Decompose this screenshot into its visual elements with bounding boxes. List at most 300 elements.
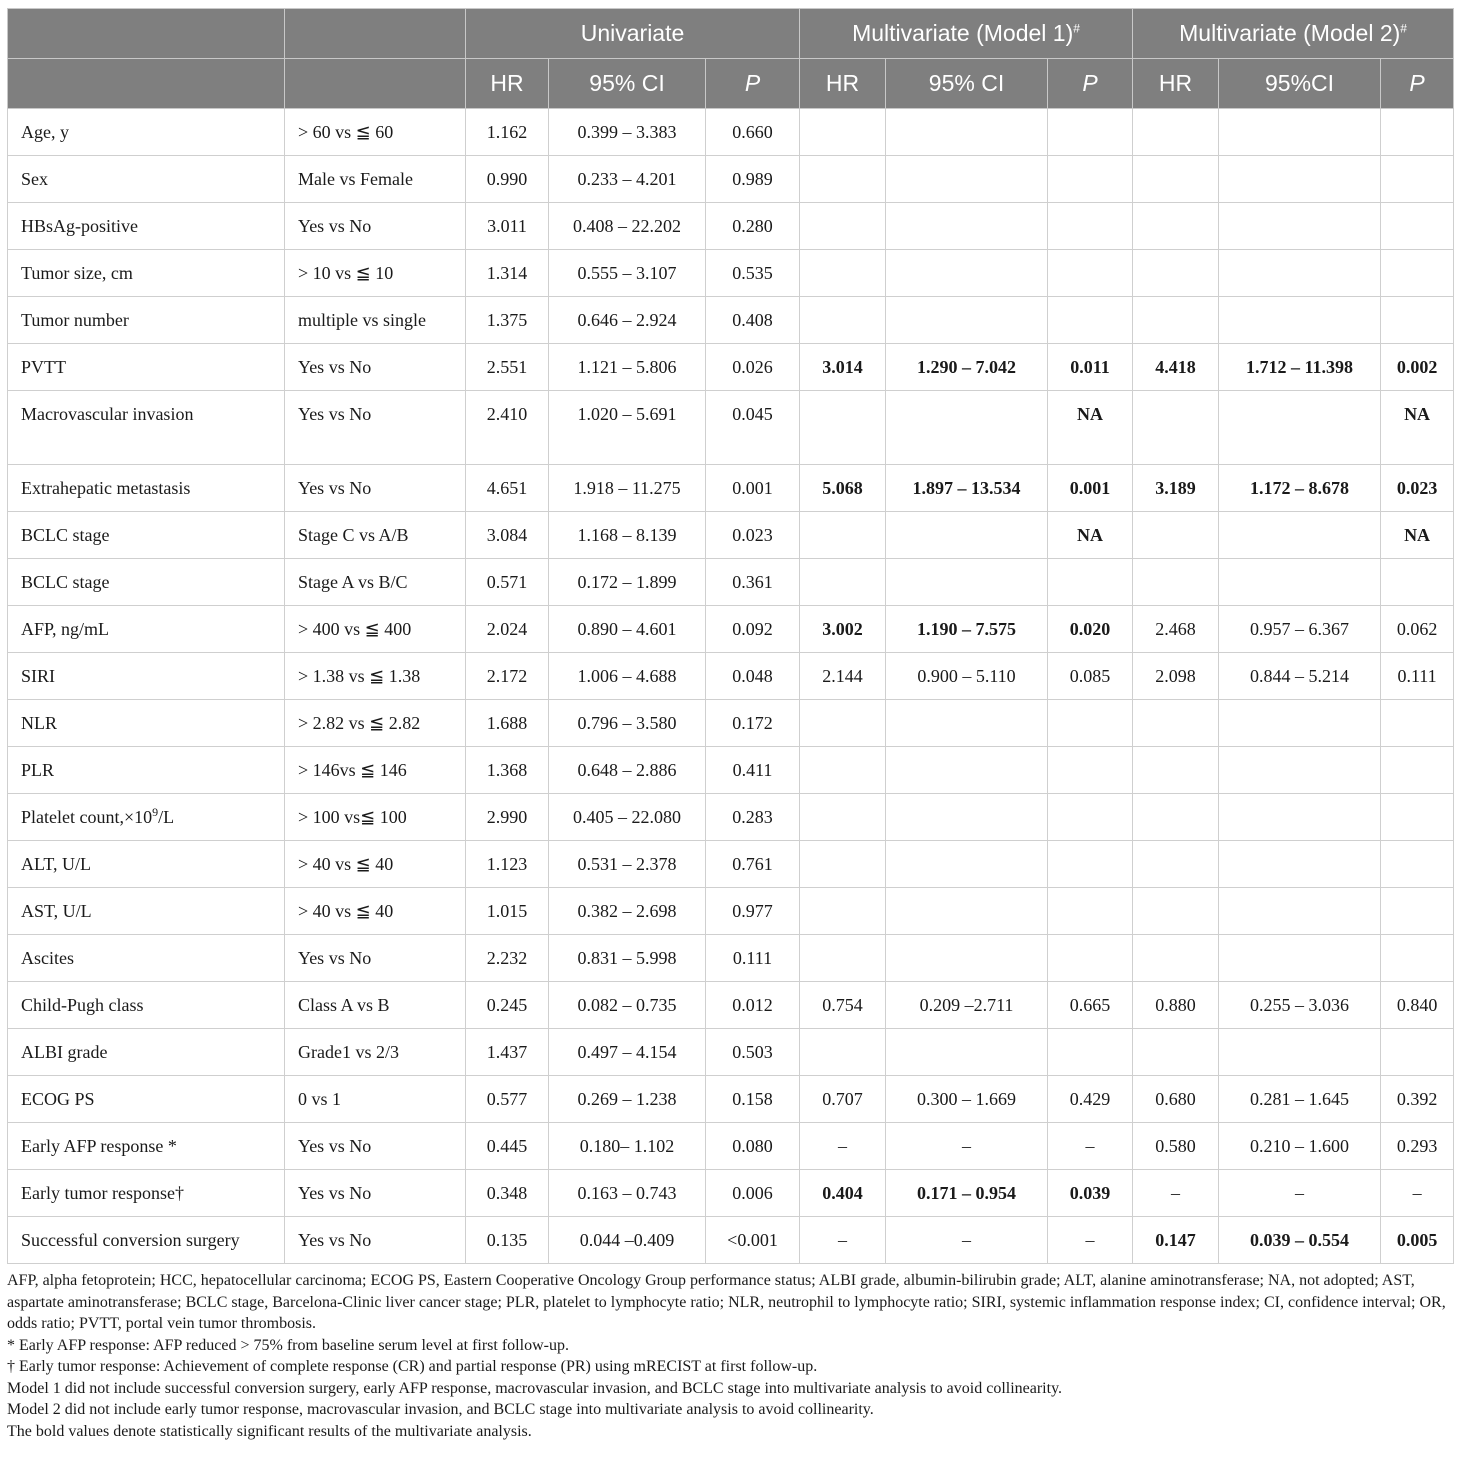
table-row — [8, 982, 1454, 1029]
cell-variable: ALT, U/L — [8, 841, 285, 888]
cell-variable — [8, 794, 285, 841]
cell-m1-p — [1048, 109, 1133, 156]
cell-uni-p: 0.535 — [706, 250, 800, 297]
cell-m1-hr — [800, 109, 886, 156]
cell-m1-hr — [800, 297, 886, 344]
cell-uni-ci: 0.408 – 22.202 — [549, 203, 706, 250]
cell-m1-p — [1048, 156, 1133, 203]
subheader-m2-p: P — [1381, 59, 1454, 109]
cell-m1-ci — [886, 109, 1048, 156]
cox-regression-table — [7, 8, 1454, 1264]
cell-m2-ci — [1219, 1029, 1381, 1076]
cell-m1-p — [1048, 841, 1133, 888]
header-model-2-mark: # — [1400, 21, 1407, 36]
header-group-row — [8, 9, 1454, 59]
cell-m1-ci — [886, 203, 1048, 250]
cell-m2-ci — [1219, 156, 1381, 203]
cell-uni-ci: 0.269 – 1.238 — [549, 1076, 706, 1123]
cell-uni-p: 0.989 — [706, 156, 800, 203]
subheader-empty-variable — [8, 59, 285, 109]
cell-m2-ci: 1.712 – 11.398 — [1219, 344, 1381, 391]
cell-comparison: Yes vs No — [285, 1217, 466, 1264]
cell-uni-hr: 0.245 — [466, 982, 549, 1029]
cell-m2-hr — [1133, 700, 1219, 747]
cell-m1-ci: – — [886, 1217, 1048, 1264]
subheader-m1-hr: HR — [800, 59, 886, 109]
cell-m1-hr: 3.014 — [800, 344, 886, 391]
subheader-m2-hr: HR — [1133, 59, 1219, 109]
cell-variable: Sex — [8, 156, 285, 203]
cell-m2-ci — [1219, 512, 1381, 559]
cell-m2-p — [1381, 888, 1454, 935]
cell-comparison: > 60 vs ≦ 60 — [285, 109, 466, 156]
cell-variable: Age, y — [8, 109, 285, 156]
cell-uni-p: 0.761 — [706, 841, 800, 888]
cell-uni-ci: 0.831 – 5.998 — [549, 935, 706, 982]
cell-m1-ci — [886, 747, 1048, 794]
cell-variable: Child-Pugh class — [8, 982, 285, 1029]
subheader-m2-ci: 95%CI — [1219, 59, 1381, 109]
cell-uni-hr: 0.577 — [466, 1076, 549, 1123]
cell-m2-hr: 0.680 — [1133, 1076, 1219, 1123]
cell-m2-ci: 1.172 – 8.678 — [1219, 465, 1381, 512]
table-row — [8, 344, 1454, 391]
cell-m1-p — [1048, 794, 1133, 841]
cell-comparison: Yes vs No — [285, 391, 466, 465]
cell-m1-hr: 5.068 — [800, 465, 886, 512]
cell-m1-p — [1048, 559, 1133, 606]
cell-variable: Tumor number — [8, 297, 285, 344]
cell-m2-ci — [1219, 747, 1381, 794]
cell-comparison: Yes vs No — [285, 1123, 466, 1170]
cell-m2-hr — [1133, 109, 1219, 156]
cell-m1-p — [1048, 747, 1133, 794]
cell-variable: AST, U/L — [8, 888, 285, 935]
footnote-model-1: Model 1 did not include successful conversion surgery, early AFP response, macrovascular invasion, and BCLC stage into multivariate analysis to avoid collinearity. — [7, 1379, 1063, 1397]
cell-variable: BCLC stage — [8, 512, 285, 559]
cell-m1-hr: 0.754 — [800, 982, 886, 1029]
cell-m1-ci: 0.900 – 5.110 — [886, 653, 1048, 700]
cell-m2-ci: 0.844 – 5.214 — [1219, 653, 1381, 700]
cell-m2-hr — [1133, 888, 1219, 935]
cell-m2-p — [1381, 747, 1454, 794]
cell-m2-hr — [1133, 747, 1219, 794]
cell-m2-hr: 2.098 — [1133, 653, 1219, 700]
cell-comparison: Yes vs No — [285, 935, 466, 982]
cell-uni-ci: 0.180– 1.102 — [549, 1123, 706, 1170]
cell-m2-hr: 0.147 — [1133, 1217, 1219, 1264]
cell-variable: Ascites — [8, 935, 285, 982]
cell-uni-ci: 0.082 – 0.735 — [549, 982, 706, 1029]
subheader-uni-hr: HR — [466, 59, 549, 109]
cell-comparison: Yes vs No — [285, 1170, 466, 1217]
cell-comparison: Stage C vs A/B — [285, 512, 466, 559]
cell-m2-p — [1381, 700, 1454, 747]
cell-m1-ci: 0.171 – 0.954 — [886, 1170, 1048, 1217]
cell-uni-hr: 2.990 — [466, 794, 549, 841]
cell-uni-ci: 0.497 – 4.154 — [549, 1029, 706, 1076]
cell-m1-p — [1048, 297, 1133, 344]
cell-m2-p — [1381, 559, 1454, 606]
subheader-uni-p: P — [706, 59, 800, 109]
cell-uni-ci: 0.163 – 0.743 — [549, 1170, 706, 1217]
table-row — [8, 1170, 1454, 1217]
cell-uni-ci: 1.168 – 8.139 — [549, 512, 706, 559]
cell-comparison: Stage A vs B/C — [285, 559, 466, 606]
cell-m1-ci: 0.209 –2.711 — [886, 982, 1048, 1029]
table-row — [8, 203, 1454, 250]
cell-variable: ECOG PS — [8, 1076, 285, 1123]
cell-uni-ci: 0.531 – 2.378 — [549, 841, 706, 888]
cell-uni-p: 0.001 — [706, 465, 800, 512]
cell-m2-p: 0.111 — [1381, 653, 1454, 700]
cell-m2-p — [1381, 841, 1454, 888]
cell-m2-hr — [1133, 841, 1219, 888]
cell-uni-hr: 3.084 — [466, 512, 549, 559]
cell-m2-p: 0.293 — [1381, 1123, 1454, 1170]
cell-comparison: > 100 vs≦ 100 — [285, 794, 466, 841]
cell-m1-hr — [800, 700, 886, 747]
cell-m2-p — [1381, 1029, 1454, 1076]
cell-m2-hr: 0.580 — [1133, 1123, 1219, 1170]
cell-uni-p: 0.283 — [706, 794, 800, 841]
subheader-uni-ci: 95% CI — [549, 59, 706, 109]
cell-m2-ci: – — [1219, 1170, 1381, 1217]
cell-uni-hr: 2.172 — [466, 653, 549, 700]
cell-uni-hr: 0.571 — [466, 559, 549, 606]
cell-m2-hr — [1133, 391, 1219, 465]
cell-comparison: Yes vs No — [285, 465, 466, 512]
cell-uni-hr: 1.375 — [466, 297, 549, 344]
cell-m1-p: 0.001 — [1048, 465, 1133, 512]
cell-comparison: > 1.38 vs ≦ 1.38 — [285, 653, 466, 700]
cell-uni-hr: 3.011 — [466, 203, 549, 250]
cell-m1-p: 0.429 — [1048, 1076, 1133, 1123]
cell-uni-hr: 0.135 — [466, 1217, 549, 1264]
cell-comparison: Male vs Female — [285, 156, 466, 203]
cell-uni-hr: 2.410 — [466, 391, 549, 465]
cell-m2-ci — [1219, 935, 1381, 982]
cell-m2-hr — [1133, 203, 1219, 250]
cell-m2-p — [1381, 794, 1454, 841]
cell-comparison: > 10 vs ≦ 10 — [285, 250, 466, 297]
cell-m1-hr — [800, 391, 886, 465]
cell-uni-p: 0.023 — [706, 512, 800, 559]
subheader-m1-p: P — [1048, 59, 1133, 109]
table-row — [8, 747, 1454, 794]
cell-uni-p: 0.012 — [706, 982, 800, 1029]
cell-uni-p: 0.361 — [706, 559, 800, 606]
cell-uni-p: <0.001 — [706, 1217, 800, 1264]
cell-uni-p: 0.280 — [706, 203, 800, 250]
table-row — [8, 1123, 1454, 1170]
header-empty-comparison — [285, 9, 466, 59]
cell-m1-ci — [886, 700, 1048, 747]
cell-comparison: > 40 vs ≦ 40 — [285, 888, 466, 935]
cell-uni-p: 0.026 — [706, 344, 800, 391]
cell-uni-p: 0.048 — [706, 653, 800, 700]
cell-m1-ci — [886, 888, 1048, 935]
cell-m1-ci — [886, 935, 1048, 982]
cell-m2-hr: 3.189 — [1133, 465, 1219, 512]
cell-m1-ci — [886, 391, 1048, 465]
cell-m2-ci — [1219, 841, 1381, 888]
cell-m1-ci — [886, 841, 1048, 888]
cell-m1-p: – — [1048, 1217, 1133, 1264]
cell-m1-ci: – — [886, 1123, 1048, 1170]
cell-m2-p: 0.392 — [1381, 1076, 1454, 1123]
cell-m1-hr — [800, 888, 886, 935]
cell-uni-p: 0.158 — [706, 1076, 800, 1123]
table-row — [8, 1029, 1454, 1076]
table-row — [8, 559, 1454, 606]
table-row — [8, 391, 1454, 465]
cell-uni-hr: 1.123 — [466, 841, 549, 888]
cell-variable: AFP, ng/mL — [8, 606, 285, 653]
cell-m2-ci: 0.957 – 6.367 — [1219, 606, 1381, 653]
cell-m1-ci — [886, 512, 1048, 559]
cell-m1-ci — [886, 156, 1048, 203]
cell-m2-ci — [1219, 109, 1381, 156]
cell-uni-p: 0.111 — [706, 935, 800, 982]
header-model-2-label: Multivariate (Model 2) — [1179, 20, 1401, 46]
table-row — [8, 250, 1454, 297]
table-row — [8, 935, 1454, 982]
cell-uni-hr: 4.651 — [466, 465, 549, 512]
cell-m2-p: 0.023 — [1381, 465, 1454, 512]
cell-uni-hr: 2.232 — [466, 935, 549, 982]
cell-comparison: multiple vs single — [285, 297, 466, 344]
cell-variable-text: Platelet count,×10 — [21, 807, 153, 827]
cell-variable-exponent: 9 — [152, 805, 159, 819]
cell-m1-ci: 1.290 – 7.042 — [886, 344, 1048, 391]
cell-m2-p: 0.062 — [1381, 606, 1454, 653]
cell-uni-p: 0.660 — [706, 109, 800, 156]
cell-variable: PVTT — [8, 344, 285, 391]
cell-m1-p — [1048, 888, 1133, 935]
table-row — [8, 700, 1454, 747]
cell-uni-ci: 0.399 – 3.383 — [549, 109, 706, 156]
cell-m2-ci: 0.039 – 0.554 — [1219, 1217, 1381, 1264]
header-model-2 — [1133, 9, 1454, 59]
cell-variable: NLR — [8, 700, 285, 747]
cell-uni-p: 0.977 — [706, 888, 800, 935]
cell-uni-ci: 0.796 – 3.580 — [549, 700, 706, 747]
cell-m2-hr: – — [1133, 1170, 1219, 1217]
cell-variable: SIRI — [8, 653, 285, 700]
cell-m2-p: – — [1381, 1170, 1454, 1217]
cell-uni-hr: 2.024 — [466, 606, 549, 653]
footnote-abbreviations: AFP, alpha fetoprotein; HCC, hepatocellular carcinoma; ECOG PS, Eastern Cooperative Oncology Group performance status; ALBI grade, albumin-bilirubin grade; ALT, alanine aminotransferase; NA, not adopted; AST, aspartate aminotransferase; BCLC stage, Barcelona-Clinic liver cancer stage; PLR, platelet to lymphocyte ratio; NLR, neutrophil to lymphocyte ratio; SIRI, systemic inflammation response index; CI, confidence interval; OR, odds ratio; PVTT, portal vein tumor thrombosis. — [7, 1272, 1446, 1332]
table-row — [8, 156, 1454, 203]
cell-uni-p: 0.080 — [706, 1123, 800, 1170]
header-model-1 — [800, 9, 1133, 59]
cell-m1-ci — [886, 297, 1048, 344]
cell-comparison: Grade1 vs 2/3 — [285, 1029, 466, 1076]
footnote-early-tumor: † Early tumor response: Achievement of complete response (CR) and partial response (PR) using mRECIST at first follow-up. — [7, 1358, 818, 1375]
cell-m2-ci — [1219, 888, 1381, 935]
cell-m1-hr — [800, 203, 886, 250]
cell-m2-hr: 4.418 — [1133, 344, 1219, 391]
table-row — [8, 465, 1454, 512]
cell-m1-hr: 0.404 — [800, 1170, 886, 1217]
cell-m1-p — [1048, 935, 1133, 982]
cell-comparison: Class A vs B — [285, 982, 466, 1029]
table-row — [8, 888, 1454, 935]
cell-uni-ci: 1.006 – 4.688 — [549, 653, 706, 700]
cell-variable: BCLC stage — [8, 559, 285, 606]
cell-m2-hr — [1133, 1029, 1219, 1076]
cell-m1-p: 0.039 — [1048, 1170, 1133, 1217]
cell-uni-ci: 0.648 – 2.886 — [549, 747, 706, 794]
cell-m1-p: 0.011 — [1048, 344, 1133, 391]
table-row — [8, 109, 1454, 156]
cell-variable: HBsAg-positive — [8, 203, 285, 250]
cell-uni-ci: 1.020 – 5.691 — [549, 391, 706, 465]
cell-uni-hr: 2.551 — [466, 344, 549, 391]
cell-m2-p — [1381, 203, 1454, 250]
cell-m1-ci: 1.897 – 13.534 — [886, 465, 1048, 512]
cell-m2-p — [1381, 109, 1454, 156]
cell-uni-ci: 0.044 –0.409 — [549, 1217, 706, 1264]
cell-uni-hr: 1.688 — [466, 700, 549, 747]
cell-m1-p — [1048, 250, 1133, 297]
cell-uni-p: 0.503 — [706, 1029, 800, 1076]
cell-m2-hr — [1133, 559, 1219, 606]
cell-variable: Successful conversion surgery — [8, 1217, 285, 1264]
cell-m2-ci: 0.281 – 1.645 — [1219, 1076, 1381, 1123]
cell-m1-ci: 0.300 – 1.669 — [886, 1076, 1048, 1123]
cell-uni-p: 0.408 — [706, 297, 800, 344]
cell-uni-ci: 0.890 – 4.601 — [549, 606, 706, 653]
cell-uni-ci: 1.918 – 11.275 — [549, 465, 706, 512]
cell-m2-p: 0.005 — [1381, 1217, 1454, 1264]
cell-m1-ci — [886, 1029, 1048, 1076]
cell-m2-hr — [1133, 794, 1219, 841]
cell-m1-hr — [800, 794, 886, 841]
cell-m2-ci — [1219, 250, 1381, 297]
cell-m1-hr: – — [800, 1217, 886, 1264]
cell-uni-p: 0.172 — [706, 700, 800, 747]
cell-uni-p: 0.411 — [706, 747, 800, 794]
cell-uni-hr: 1.015 — [466, 888, 549, 935]
cell-variable-unit: /L — [158, 807, 175, 827]
cell-m1-hr: – — [800, 1123, 886, 1170]
table-row — [8, 1217, 1454, 1264]
results-table-container — [7, 8, 1453, 1264]
cell-m2-ci — [1219, 297, 1381, 344]
cell-uni-hr: 1.437 — [466, 1029, 549, 1076]
cell-m2-ci: 0.210 – 1.600 — [1219, 1123, 1381, 1170]
cell-m2-ci — [1219, 559, 1381, 606]
footnote-bold: The bold values denote statistically significant results of the multivariate analysis. — [7, 1422, 532, 1440]
cell-m1-p: 0.020 — [1048, 606, 1133, 653]
cell-uni-ci: 1.121 – 5.806 — [549, 344, 706, 391]
table-row — [8, 841, 1454, 888]
cell-m2-p — [1381, 250, 1454, 297]
cell-m1-hr — [800, 841, 886, 888]
cell-m2-p: 0.002 — [1381, 344, 1454, 391]
cell-m1-ci — [886, 794, 1048, 841]
cell-m1-p: – — [1048, 1123, 1133, 1170]
header-model-1-mark: # — [1073, 21, 1080, 36]
cell-uni-hr: 0.445 — [466, 1123, 549, 1170]
cell-m1-p: 0.665 — [1048, 982, 1133, 1029]
cell-comparison: > 2.82 vs ≦ 2.82 — [285, 700, 466, 747]
cell-uni-ci: 0.405 – 22.080 — [549, 794, 706, 841]
cell-uni-hr: 1.314 — [466, 250, 549, 297]
header-model-1-label: Multivariate (Model 1) — [852, 20, 1074, 46]
cell-m2-p: NA — [1381, 391, 1454, 465]
cell-m1-p: NA — [1048, 512, 1133, 559]
cell-variable: Early tumor response† — [8, 1170, 285, 1217]
cell-variable: Macrovascular invasion — [8, 391, 285, 465]
cell-m2-ci — [1219, 794, 1381, 841]
cell-m1-p — [1048, 700, 1133, 747]
header-empty-variable — [8, 9, 285, 59]
cell-m2-hr — [1133, 156, 1219, 203]
cell-m1-p — [1048, 1029, 1133, 1076]
cell-m1-hr — [800, 935, 886, 982]
cell-m2-p: NA — [1381, 512, 1454, 559]
header-univariate: Univariate — [466, 9, 800, 59]
cell-m2-ci — [1219, 203, 1381, 250]
cell-m2-hr: 2.468 — [1133, 606, 1219, 653]
cell-m1-hr — [800, 156, 886, 203]
table-row — [8, 512, 1454, 559]
cell-uni-p: 0.006 — [706, 1170, 800, 1217]
cell-variable: Extrahepatic metastasis — [8, 465, 285, 512]
table-row — [8, 606, 1454, 653]
cell-m2-hr: 0.880 — [1133, 982, 1219, 1029]
cell-m2-p: 0.840 — [1381, 982, 1454, 1029]
cell-m1-p: 0.085 — [1048, 653, 1133, 700]
table-body — [8, 109, 1454, 1264]
header-sub-row — [8, 59, 1454, 109]
subheader-m1-ci: 95% CI — [886, 59, 1048, 109]
cell-m1-hr: 2.144 — [800, 653, 886, 700]
cell-variable: PLR — [8, 747, 285, 794]
cell-m2-ci — [1219, 700, 1381, 747]
cell-variable: Tumor size, cm — [8, 250, 285, 297]
cell-m1-hr — [800, 512, 886, 559]
cell-m1-hr: 3.002 — [800, 606, 886, 653]
table-footnotes — [7, 1270, 1453, 1442]
cell-comparison: > 146vs ≦ 146 — [285, 747, 466, 794]
cell-m1-hr — [800, 559, 886, 606]
footnote-early-afp: * Early AFP response: AFP reduced > 75% from baseline serum level at first follow-up. — [7, 1336, 569, 1354]
cell-uni-p: 0.092 — [706, 606, 800, 653]
cell-uni-ci: 0.233 – 4.201 — [549, 156, 706, 203]
table-row — [8, 1076, 1454, 1123]
cell-comparison: > 40 vs ≦ 40 — [285, 841, 466, 888]
cell-uni-ci: 0.172 – 1.899 — [549, 559, 706, 606]
cell-m2-p — [1381, 935, 1454, 982]
cell-m1-p: NA — [1048, 391, 1133, 465]
subheader-empty-comparison — [285, 59, 466, 109]
cell-m2-hr — [1133, 250, 1219, 297]
cell-m1-hr — [800, 250, 886, 297]
cell-variable: ALBI grade — [8, 1029, 285, 1076]
cell-m1-ci — [886, 559, 1048, 606]
cell-comparison: Yes vs No — [285, 203, 466, 250]
cell-uni-hr: 0.990 — [466, 156, 549, 203]
cell-uni-hr: 1.368 — [466, 747, 549, 794]
cell-uni-ci: 0.646 – 2.924 — [549, 297, 706, 344]
cell-uni-ci: 0.555 – 3.107 — [549, 250, 706, 297]
cell-m2-hr — [1133, 935, 1219, 982]
table-row — [8, 297, 1454, 344]
